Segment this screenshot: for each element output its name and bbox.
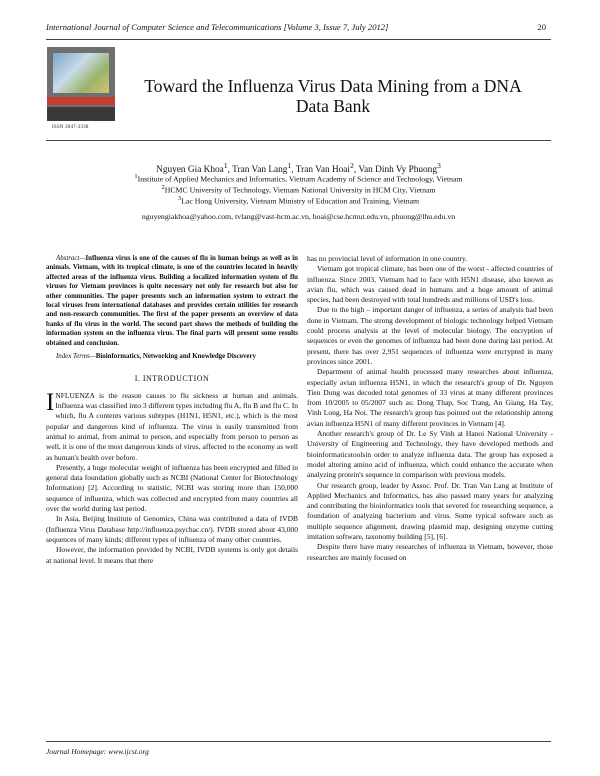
paragraph: has no provincial level of information in one country. [307,254,468,263]
paragraph: Vietnam got tropical climate, has been one of the worst - affected countries of influenza. Since 2003, Vietnam had to face with H5N1 disease, also known as avian flu, which was caused dead in humans and a huge amount of animal species, had been destroyed with total hundreds and millions of USD's loss. [307,264,553,305]
author-name: Nguyen Gia Khoa [156,165,224,176]
paragraph-text: NFLUENZA is the reason causes to flu sickness at human and animals. Influenza was classified into 3 different types including flu A, flu B and flu C. In which, flu A contents various subtypes (H1N1, H5N1, etc.), which is the most popular and dangerous kind of influenza. The virus is easily transmitted from animal to animal, from animal to person, and especially from person to person as well, it is one of the most dangerous kinds of virus, affected to the economy as well as human's health over before. [46,390,298,462]
paragraph: However, the information provided by NCBI, IVDB systems is only got details at national level. It means that there [46,545,298,565]
affiliation-sup: 2 [161,184,165,191]
index-terms: Index Terms—Bioinformatics, Networking and Knowledge Discovery [56,353,256,361]
affiliation [46,173,551,184]
left-column [46,254,298,566]
affiliation-sup: 3 [177,195,182,202]
section-heading: I. INTRODUCTION [134,374,210,384]
right-column [307,254,553,563]
abstract-label: Abstract [56,255,80,262]
journal-header [46,22,546,32]
author-sup: 1 [223,161,228,170]
paragraph: In Asia, Beijing Institute of Genomics, China was contributed a data of IVDB (Influenza Virus Database http://influenza.psychac.cn/). IVDB stored about 43,000 sequences of many kinds; different types of influenza of many other countries. [46,514,298,544]
affiliation-sup: 1 [134,173,138,180]
footer-url[interactable]: www.ijcst.org [108,747,149,756]
page-number: 20 [537,22,546,32]
author-name: Van Dinh Vy Phuong [358,165,437,176]
journal-logo [47,47,115,121]
author-list: Nguyen Gia Khoa$^1$, Tran Van Lang$^1$, Tran Van Hoai$^2$, Van Dinh Vy Phuong$^3$ [156,161,441,176]
paragraph: Despite there have many researches of influenza in Vietnam, however, those researches are mainly focused on [307,542,553,562]
affiliation-text: Institute of Applied Mechanics and Informatics, Vietnam Academy of Science and Technology, Vietnam [137,174,463,184]
abstract: Abstract—Influenza virus is one of the causes of flu in human beings as well as in animals. Vietnam, with its tropical climate, is one of the countries located in heavily affected areas of the influenza virus. Building a localized information system of flu viruses for Vietnam provinces is quite necessary not only for research but also for other communities. The paper presents such an information system to extract the local viruses from international databases and provides certain utilities for research and non-research communities. The first of the paper presents an overview of data banks of flu virus in the world. The second part shows the methods of building the information system on the influenza virus. The final parts will present some results obtained and conclusion. [46,255,298,347]
journal-footer: Journal Homepage: www.ijcst.org [46,747,149,756]
paragraph: Another research's group of Dr. Le Sy Vinh at Hanoi National University - University of Engineering and Technology, they have developed methods and bioinformaticstoolsin order to analyze influenza data. The group has exposed a model altering amino acid of influenza, which could enhance the accurate when analyzing protein's sequence in comparison with previous models. [307,429,553,480]
affiliation [46,195,551,206]
abstract-text: Influenza virus is one of the causes of flu in human beings as well as in animals. Vietnam, with its tropical climate, is one of the countries located in heavily affected areas of the influenza virus. Building a localized information system of flu viruses for Vietnam provinces is quite necessary not only for research but also for other communities. The paper presents such an information system to extract the local viruses from international databases and provides certain utilities for research and non-research communities. The first of the paper presents an overview of data banks of flu virus in the world. The second part shows the methods of building the information system on the influenza virus. The final parts will present some results obtained and conclusion. [46,255,298,347]
logo-band [47,97,115,105]
issn-label: ISSN 2047-3338 [52,125,89,130]
paragraph [46,388,298,463]
paragraph: Presently, a huge molecular weight of influenza has been encrypted and filled in general data foundation globally such as NCBI (National Center for Biotechnology Information) [2]. According to statistic, NCBI was storing more than 150,000 sequence of influenza, which was collected and encrypted from many countries all over the world during last period. [46,462,298,514]
footer-rule [46,741,551,742]
header-rule [46,39,551,40]
drop-cap: I [46,388,55,416]
paragraph: Our research group, leader by Assoc. Prof. Dr. Tran Van Lang at Institute of Applied Mechanics and Informatics, has also passed many years for analyzing and contributing the bioinformatics tools that severed for researching sequence, a foundation of analyzing bacterium and virus. Some typical software such as multiple sequence alignment, drawing plasmid map, designing enzyme cutting imitation software, taxonomy building [5], [6]. [307,480,553,542]
affiliation-text: HCMC University of Technology, Vietnam National University in HCM City, Vietnam [164,185,436,195]
author-name: Tran Van Lang [232,165,288,176]
author-sup: 1 [287,161,292,170]
journal-name: International Journal of Computer Science and Telecommunications [Volume 3, Issue 7, July 2012] [46,22,389,32]
index-terms-label: Index Terms [56,353,90,361]
paragraph: Department of animal health processed many researches about influenza, especially avian influenza H5N1, in which the research's group of Dr. Nguyen Tien Dung was decoded total genomes of 33 virus at many different provinces from 10/2005 to 05/2007 such as: Dong Thap, Soc Trang, An Giang, Ha Tay, Vinh Long, Ha Noi. The research's group has pointed out the relationship among avian influenza H5N1 of many different provinces in Vietnam [4]. [307,367,553,428]
affiliation-text: Lac Hong University, Vietnam Ministry of Education and Training, Vietnam [181,196,420,206]
paper-title: Toward the Influenza Virus Data Mining from a DNA Data Bank [144,76,522,116]
author-sup: 2 [350,161,354,170]
footer-label: Journal Homepage [46,747,104,756]
title-rule [46,140,551,141]
logo-image [53,53,109,93]
affiliation [46,184,551,195]
paragraph: Due to the high – important danger of influenza, a series of analysis had been done in Vietnam. The strong development of biologic technology helped Vietnam could process analysis at the level of molecular biology. The encryption of sequences or even the genomes of influenza had been done during last period. At present, there has over 2,951 sequences of influenza were encrypted in many provinces since 2001. [307,305,553,366]
logo-base [47,107,115,121]
index-terms-text: Bioinformatics, Networking and Knowledge Discovery [95,353,256,361]
author-emails: nguyengiakhoa@yahoo.com, tvlang@vast-hcm.ac.vn, hoai@cse.hcmut.edu.vn, phuong@lhu.edu.vn [141,212,456,221]
author-sup: 3 [436,161,441,170]
author-name: Tran Van Hoai [295,165,351,176]
